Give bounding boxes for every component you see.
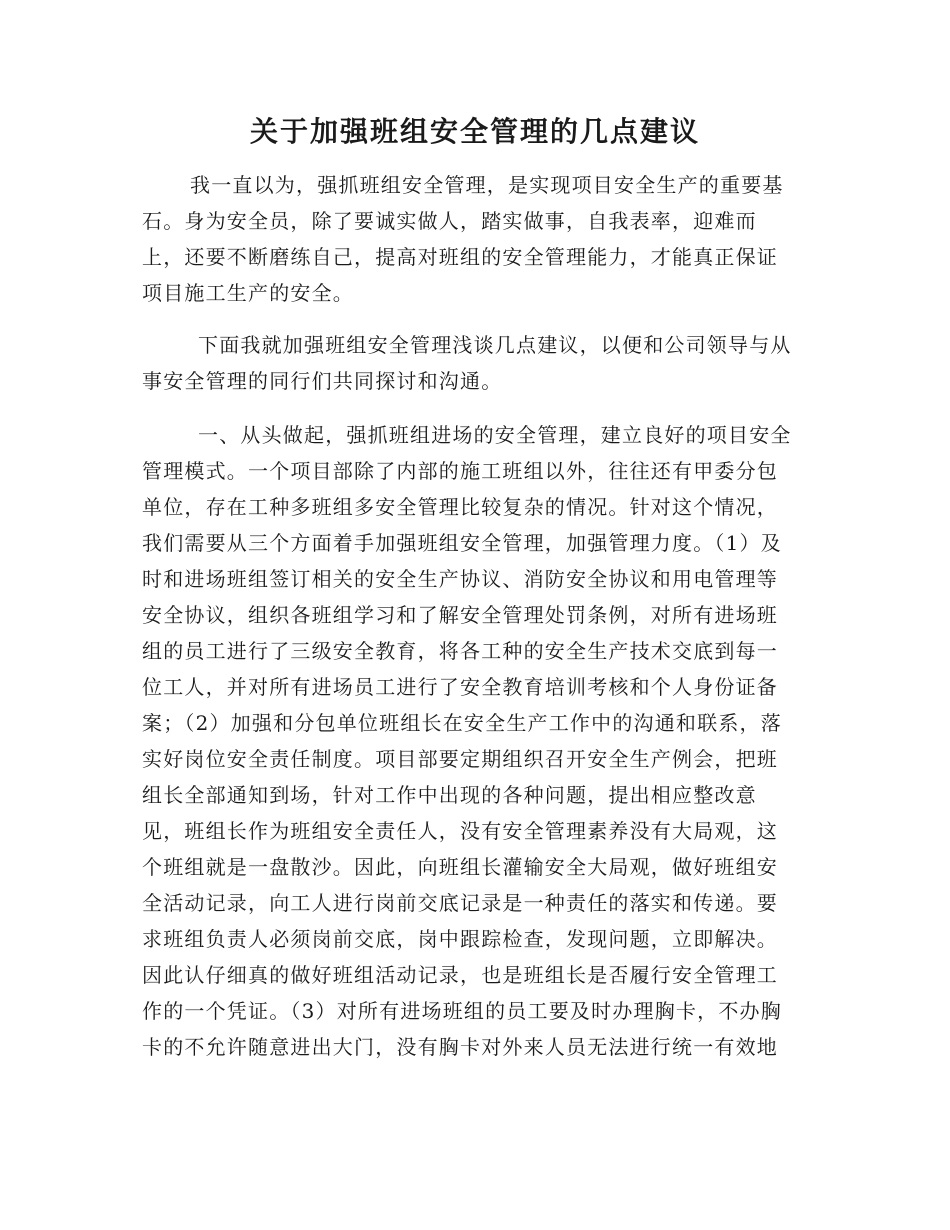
text-line: 作的一个凭证。（3）对所有进场班组的员工要及时办理胸卡，不办胸 bbox=[142, 999, 782, 1023]
text-line: 管理模式。一个项目部除了内部的施工班组以外，往往还有甲委分包 bbox=[142, 459, 778, 483]
text-line: 石。身为安全员，除了要诚实做人，踏实做事，自我表率，迎难而 bbox=[142, 209, 757, 233]
text-line: 上，还要不断磨练自己，提高对班组的安全管理能力，才能真正保证 bbox=[142, 245, 778, 269]
text-line: 个班组就是一盘散沙。因此，向班组长灌输安全大局观，做好班组安 bbox=[142, 855, 778, 879]
text-line: 时和进场班组签订相关的安全生产协议、消防安全协议和用电管理等 bbox=[142, 567, 778, 591]
text-line: 单位，存在工种多班组多安全管理比较复杂的情况。针对这个情况， bbox=[142, 495, 778, 519]
text-line: 组长全部通知到场，针对工作中出现的各种问题，提出相应整改意 bbox=[142, 783, 757, 807]
paragraph-purpose bbox=[142, 327, 808, 399]
text-line: 求班组负责人必须岗前交底，岗中跟踪检查，发现问题，立即解决。 bbox=[142, 927, 778, 951]
text-line: 卡的不允许随意进出大门，没有胸卡对外来人员无法进行统一有效地 bbox=[142, 1035, 778, 1059]
text-line: 实好岗位安全责任制度。项目部要定期组织召开安全生产例会，把班 bbox=[142, 747, 778, 771]
text-line: 因此认仔细真的做好班组活动记录，也是班组长是否履行安全管理工 bbox=[142, 963, 778, 987]
text-line: 组的员工进行了三级安全教育，将各工种的安全生产技术交底到每一 bbox=[142, 639, 778, 663]
text-line: 项目施工生产的安全。 bbox=[142, 281, 354, 305]
text-line: 案；（2）加强和分包单位班组长在安全生产工作中的沟通和联系，落 bbox=[142, 711, 782, 735]
paragraph-intro bbox=[142, 167, 808, 311]
text-line: 一、从头做起，强抓班组进场的安全管理，建立良好的项目安全 bbox=[198, 423, 792, 447]
text-line: 我们需要从三个方面着手加强班组安全管理，加强管理力度。（1）及 bbox=[142, 531, 782, 555]
text-line: 我一直以为，强抓班组安全管理，是实现项目安全生产的重要基 bbox=[190, 173, 784, 197]
text-line: 见，班组长作为班组安全责任人，没有安全管理素养没有大局观，这 bbox=[142, 819, 778, 843]
text-line: 全活动记录，向工人进行岗前交底记录是一种责任的落实和传递。要 bbox=[142, 891, 778, 915]
document-title: 关于加强班组安全管理的几点建议 bbox=[249, 115, 700, 148]
text-line: 安全协议，组织各班组学习和了解安全管理处罚条例，对所有进场班 bbox=[142, 603, 778, 627]
text-line: 下面我就加强班组安全管理浅谈几点建议，以便和公司领导与从 bbox=[198, 333, 792, 357]
text-line: 事安全管理的同行们共同探讨和沟通。 bbox=[142, 369, 503, 393]
paragraph-section-one bbox=[142, 417, 808, 1065]
text-line: 位工人，并对所有进场员工进行了安全教育培训考核和个人身份证备 bbox=[142, 675, 778, 699]
